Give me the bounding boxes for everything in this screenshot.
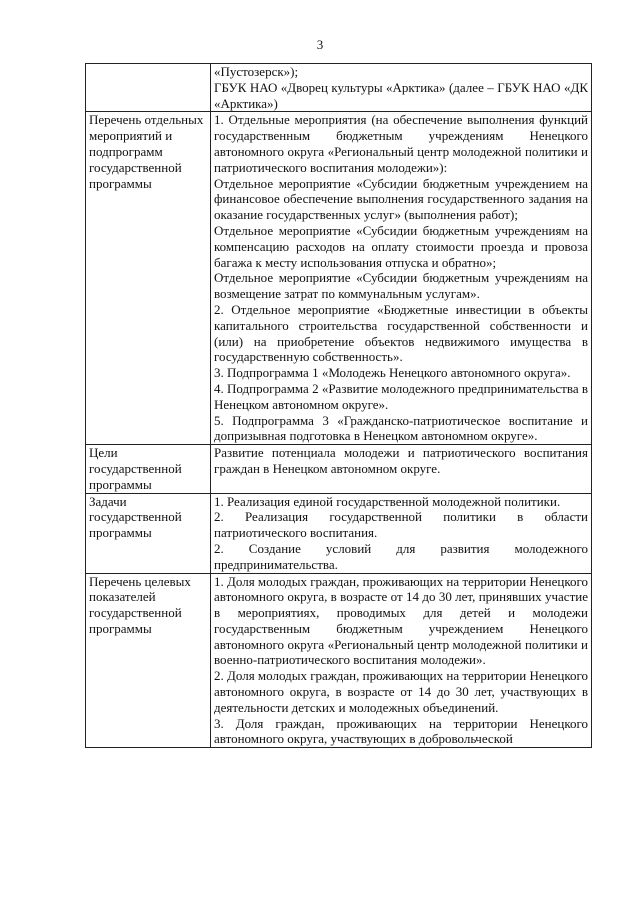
content-paragraph: 3. Доля граждан, проживающих на территории Ненецкого автономного округа, участвующих в добровольческой	[214, 715, 588, 747]
row-content	[211, 112, 592, 445]
table-row	[86, 64, 592, 112]
table-row	[86, 445, 592, 493]
row-label: Перечень целевых показателей государственной программы	[86, 573, 211, 748]
content-paragraph: 2. Отдельное мероприятие «Бюджетные инвестиции в объекты капитального строительства государственной собственности и (или) на приобретение объектов недвижимого имущества в государственную собственность».	[214, 301, 588, 365]
row-content	[211, 445, 592, 493]
content-paragraph: 2. Доля молодых граждан, проживающих на территории Ненецкого автономного округа, в возрасте от 14 до 30 лет, участвующих в деятельности детских и молодежных объединений.	[214, 668, 588, 715]
row-label: Задачи государственной программы	[86, 493, 211, 573]
content-paragraph: Отдельное мероприятие «Субсидии бюджетным учреждениям на компенсацию расходов на оплату стоимости проезда и провоза багажа к месту использования отпуска и обратно»;	[214, 222, 588, 270]
content-paragraph: 4. Подпрограмма 2 «Развитие молодежного предпринимательства в Ненецком автономном округе».	[214, 380, 588, 412]
table-row	[86, 112, 592, 445]
content-paragraph: 1. Реализация единой государственной молодежной политики.	[214, 493, 561, 509]
content-paragraph: 1. Отдельные мероприятия (на обеспечение выполнения функций государственным бюджетным учреждениям Ненецкого автономного округа «Региональный центр молодежной политики и патриотического воспитания молодежи»):	[214, 112, 588, 175]
content-paragraph: 5. Подпрограмма 3 «Гражданско-патриотическое воспитание и допризывная подготовка в Ненецком автономном округе».	[214, 412, 588, 444]
content-paragraph: «Пустозерск»);	[214, 64, 299, 79]
page-number: 3	[316, 37, 324, 52]
content-paragraph: 1. Доля молодых граждан, проживающих на территории Ненецкого автономного округа, в возрасте от 14 до 30 лет, принявших участие в мероприятиях, проводимых для детей и молодежи государственным бюджетным учреждением Ненецкого автономного округа «Региональный центр молодежной политики и военно-патриотического воспитания молодежи».	[214, 573, 588, 668]
content-paragraph: Развитие потенциала молодежи и патриотического воспитания граждан в Ненецком автономном округе.	[214, 445, 588, 476]
table-row	[86, 493, 592, 573]
table-row	[86, 573, 592, 748]
content-paragraph: Отдельное мероприятие «Субсидии бюджетным учреждениям на возмещение затрат по коммунальным услугам».	[214, 270, 588, 302]
row-content	[211, 64, 592, 112]
row-content	[211, 493, 592, 573]
content-paragraph: ГБУК НАО «Дворец культуры «Арктика» (далее – ГБУК НАО «ДК «Арктика»)	[214, 79, 588, 111]
row-label: Цели государственной программы	[86, 445, 211, 493]
row-label: Перечень отдельных мероприятий и подпрограмм государственной программы	[86, 112, 211, 445]
content-paragraph: 3. Подпрограмма 1 «Молодежь Ненецкого автономного округа».	[214, 365, 571, 381]
row-label	[86, 64, 211, 112]
program-passport-table	[85, 63, 592, 748]
content-paragraph: Отдельное мероприятие «Субсидии бюджетным учреждением на финансовое обеспечение выполнения государственного задания на оказание государственных услуг» (выполнения работ);	[214, 175, 588, 223]
row-content	[211, 573, 592, 748]
content-paragraph: 2. Реализация государственной политики в области патриотического воспитания.	[214, 509, 588, 541]
content-paragraph: 2. Создание условий для развития молодежного предпринимательства.	[214, 540, 588, 572]
